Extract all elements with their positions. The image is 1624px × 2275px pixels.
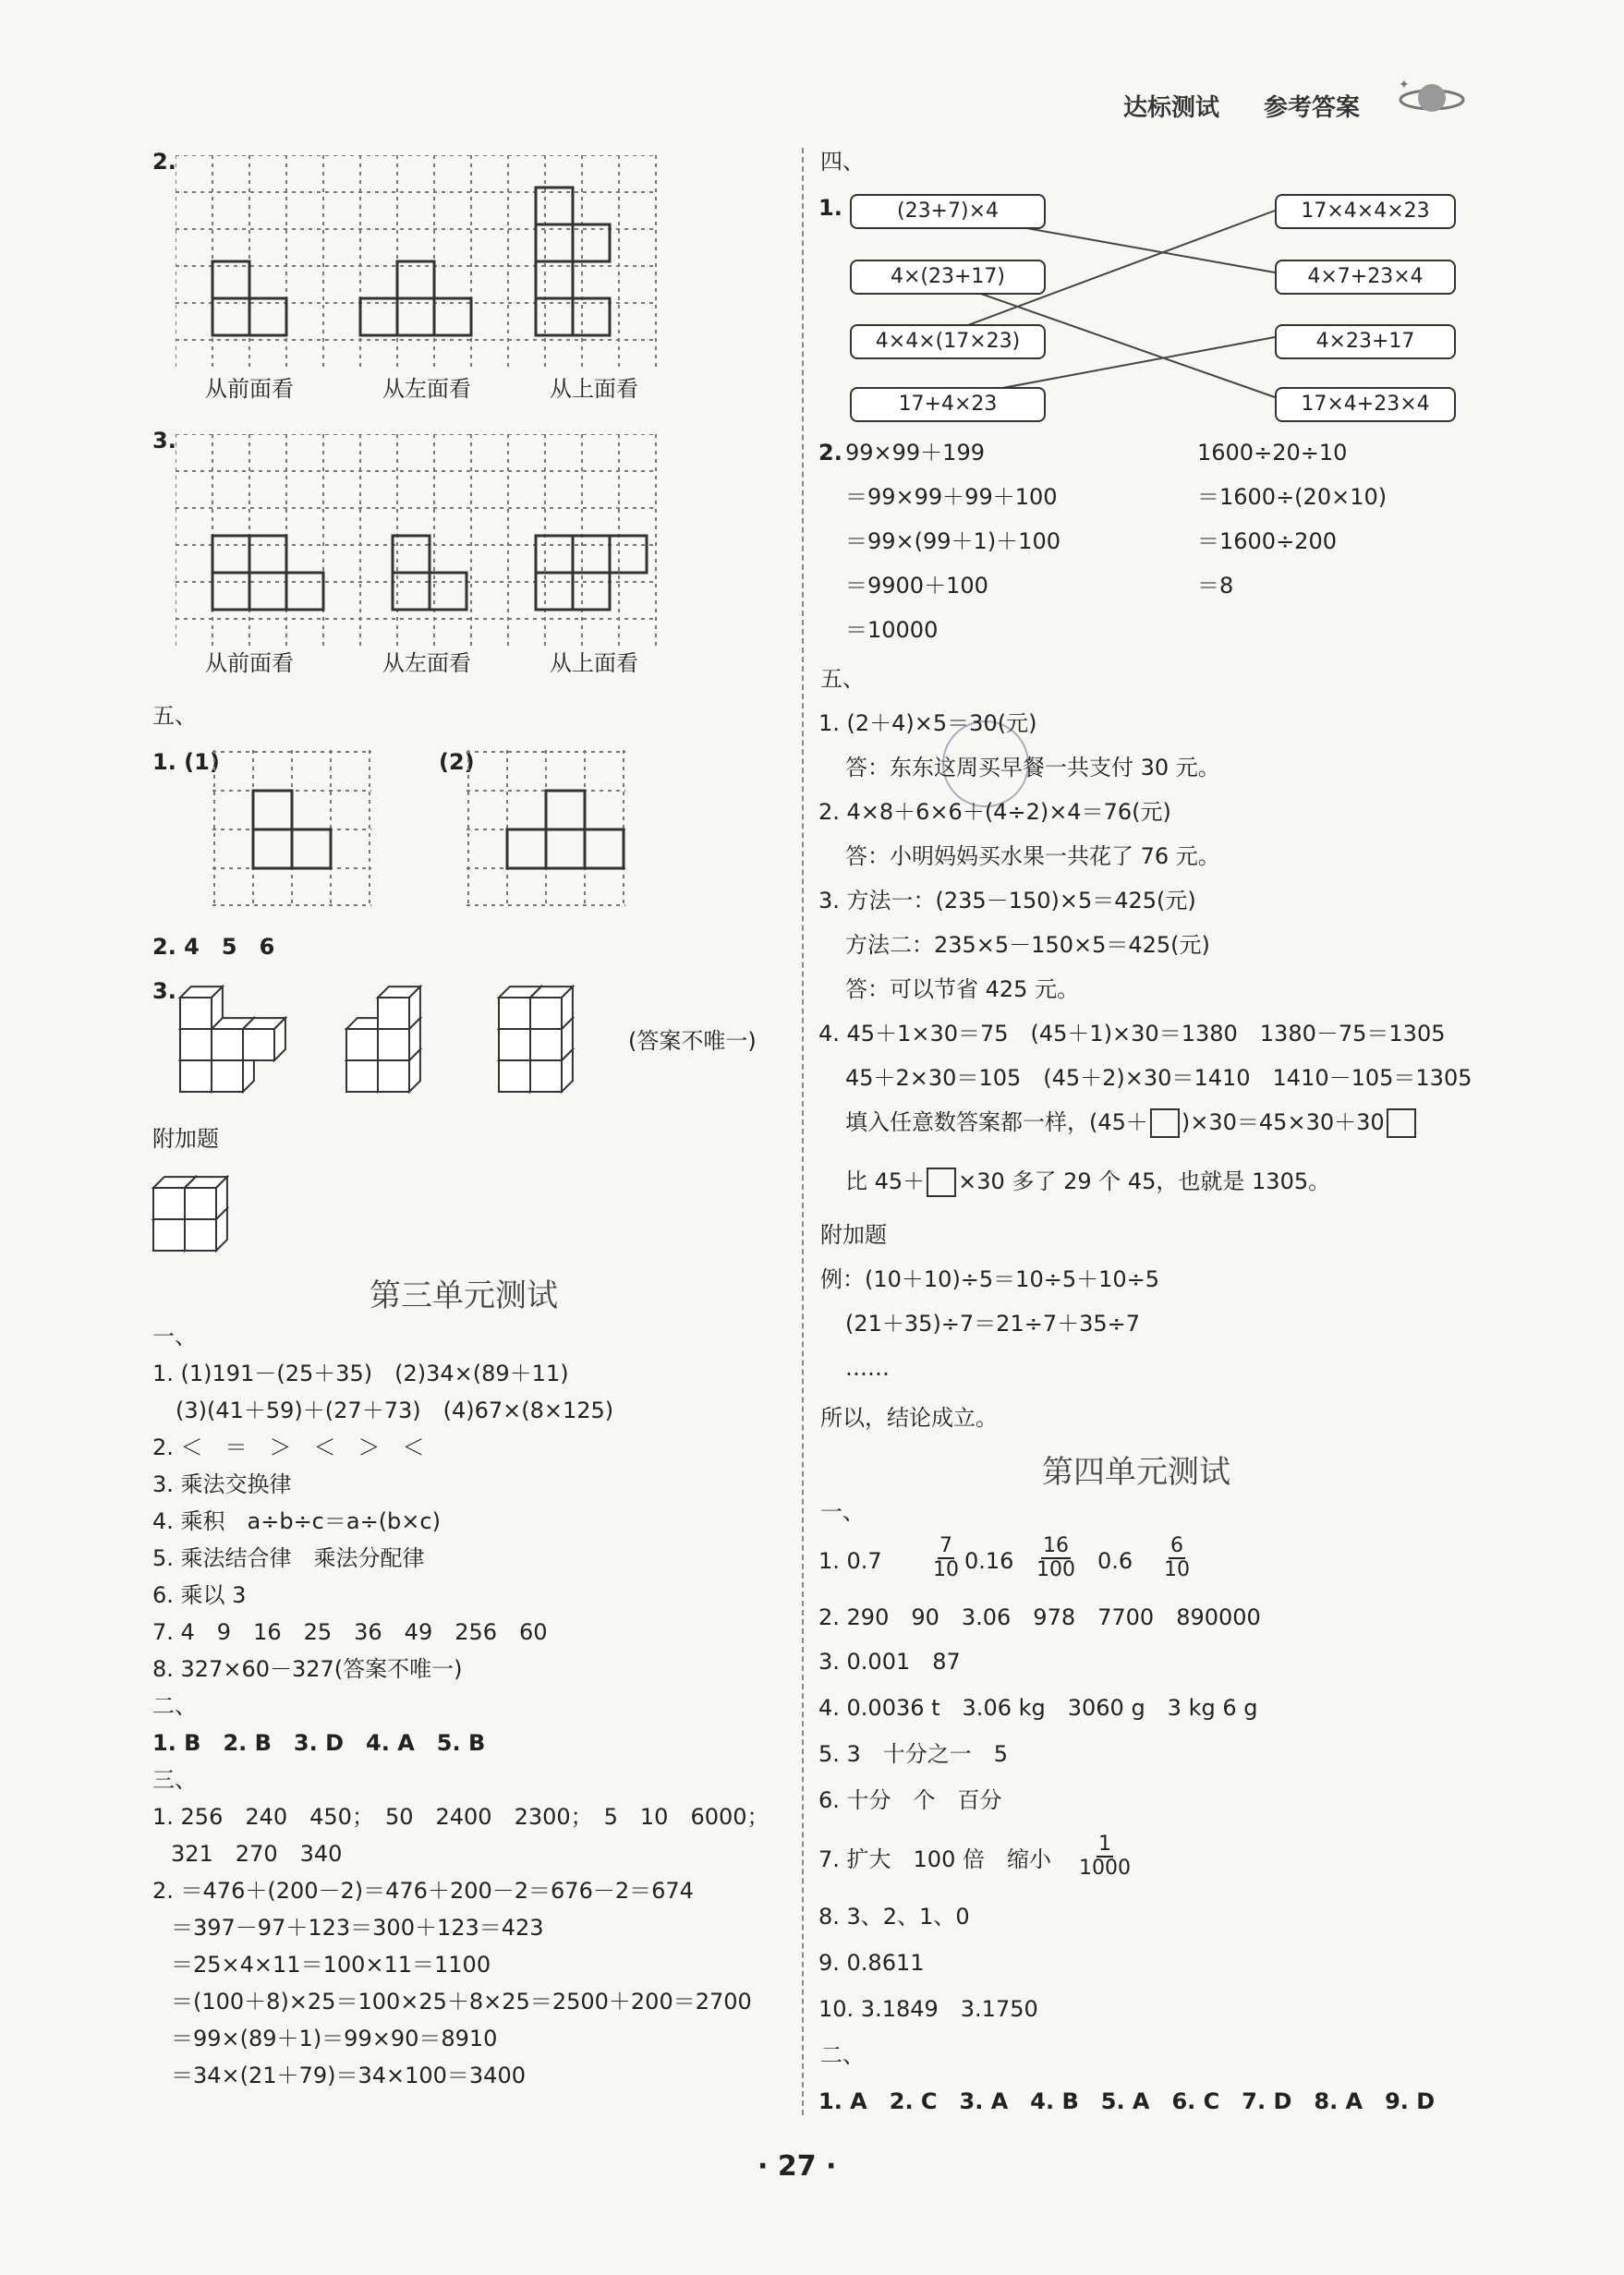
column-divider [802,148,804,2115]
r-q2-col2: 1600÷20÷10 [1197,440,1348,466]
left-section-5: 五、 [152,703,197,729]
u4-q7: 7. 扩大 100 倍 缩小 [818,1846,1051,1872]
u3-line: 7. 4 9 16 25 36 49 256 60 [152,1619,548,1645]
cube-face [212,1029,243,1060]
u4-section-1: 一、 [820,1499,865,1525]
cube-face [153,1219,185,1251]
u4-q1-mid: 0.16 [964,1548,1014,1574]
cube-face [346,1029,378,1060]
u3-line: 2. ＜ ＝ ＞ ＜ ＞ ＜ [152,1434,425,1460]
u3-line: 5. 乘法结合律 乘法分配律 [152,1545,425,1571]
u4-section-2: 二、 [820,2042,865,2068]
u4-line: 9. 0.8611 [818,1950,925,1976]
q2-view-front: 从前面看 [205,376,294,402]
u3-calc-line: 2. ＝476＋(200－2)＝476＋200－2＝676－2＝674 [152,1878,694,1904]
r-s5-line: 答：东东这周买早餐一共支付 30 元。 [845,755,1220,781]
cube-face [346,1060,378,1092]
q2-view-grid [176,155,665,368]
left-pill: (23+7)×4 [850,194,1046,229]
fraction-numerator: 7 [939,1534,952,1557]
right-section-5: 五、 [820,666,865,692]
unit3-title: 第三单元测试 [370,1277,558,1314]
r-s5-line: 3. 方法一：(235－150)×5＝425(元) [818,888,1196,914]
q3-view-left: 从左面看 [382,650,471,676]
r-s5-line: 2. 4×8＋6×6＋(4÷2)×4＝76(元) [818,799,1171,825]
u3-line: 4. 乘积 a÷b÷c＝a÷(b×c) [152,1508,441,1534]
left-pill: 4×(23+17) [850,260,1046,295]
blank-box [1150,1108,1180,1138]
u3-section-2-answers: 1. B 2. B 3. D 4. A 5. B [152,1730,486,1756]
r-extra-line: (21＋35)÷7＝21÷7＋35÷7 [845,1311,1141,1337]
u4-line: 5. 3 十分之一 5 [818,1741,1009,1767]
s5-q3-note: (答案不唯一) [628,1028,757,1054]
u4-line: 4. 0.0036 t 3.06 kg 3060 g 3 kg 6 g [818,1695,1258,1721]
blank-box [1387,1108,1416,1138]
cube-face [185,1188,216,1219]
fraction-denominator: 100 [1036,1558,1075,1581]
u4-section-2-answers: 1. A 2. C 3. A 4. B 5. A 6. C 7. D 8. A 9. D [818,2088,1436,2114]
cube-face [153,1188,185,1219]
q3-view-front: 从前面看 [205,650,294,676]
page-number: · 27 · [757,2150,837,2183]
r-q2-col1: 99×99＋199 [845,440,985,466]
u3-calc-line: ＝25×4×11＝100×11＝1100 [171,1952,491,1978]
u4-line: 8. 3、2、1、0 [818,1904,970,1930]
cube-face [530,1029,562,1060]
u3-calc-line: ＝99×(89＋1)＝99×90＝8910 [171,2026,498,2051]
r-q2-col2: ＝8 [1197,573,1234,599]
cube-face [378,1029,409,1060]
u3-line: (3)(41＋59)＋(27＋73) (4)67×(8×125) [176,1398,614,1423]
r-q2-col2: ＝1600÷(20×10) [1197,484,1388,510]
cube-face [180,998,212,1029]
u3-calc-line: ＝(100＋8)×25＝100×25＋8×25＝2500＋200＝2700 [171,1989,752,2015]
s5-grid-2 [467,750,628,907]
cube-face [243,1029,274,1060]
right-extra-title: 附加题 [820,1222,887,1248]
r-s5-fill-line [845,1108,1418,1138]
s5-q3: 3. [152,978,176,1004]
cube-face [530,1060,562,1092]
fraction-numerator: 1 [1098,1833,1111,1856]
fill-text-b: )×30＝45×30＋30 [1181,1109,1385,1135]
r-s5-fill-line-2 [845,1168,1330,1197]
left-extra-title: 附加题 [152,1126,219,1152]
cube-face [530,998,562,1029]
u3-line: 1. (1)191－(25＋35) (2)34×(89＋11) [152,1361,569,1386]
r-q2-col1: ＝9900＋100 [845,573,988,599]
s5-grid-1 [212,750,374,907]
cube-face [180,1029,212,1060]
u4-q1-mid: 0.6 [1097,1548,1133,1574]
fill-text-d: ×30 多了 29 个 45，也就是 1305。 [958,1168,1331,1194]
r-s5-line: 4. 45＋1×30＝75 (45＋1)×30＝1380 1380－75＝1305 [818,1021,1446,1047]
fraction-numerator: 16 [1043,1534,1069,1557]
u3-section-3: 三、 [152,1767,197,1793]
r-extra-line: 所以，结论成立。 [820,1405,998,1431]
right-pill: 4×7+23×4 [1275,260,1456,295]
blank-box [927,1168,956,1197]
cube-face [378,1060,409,1092]
fraction [1164,1535,1190,1581]
u3-calc-line: 321 270 340 [171,1841,343,1867]
fraction [1036,1535,1075,1581]
r-extra-line: 例：(10＋10)÷5＝10÷5＋10÷5 [820,1266,1160,1292]
right-pill: 4×23+17 [1275,324,1456,359]
u3-section-1: 一、 [152,1324,197,1349]
q2-label: 2. [152,149,176,175]
q2-view-left: 从左面看 [382,376,471,402]
left-pill: 17+4×23 [850,387,1046,422]
u3-section-2: 二、 [152,1693,197,1719]
cube-face [378,998,409,1029]
u3-calc-line: 1. 256 240 450； 50 2400 2300； 5 10 6000； [152,1804,770,1830]
fraction [1079,1833,1131,1880]
q3-view-grid [176,434,665,651]
u4-line: 6. 十分 个 百分 [818,1787,1002,1813]
r-extra-line: …… [845,1355,890,1381]
cube-face [180,1060,212,1092]
r-q2-label: 2. [818,440,842,466]
q3-view-top: 从上面看 [550,650,638,676]
r-q2-col2: ＝1600÷200 [1197,528,1337,554]
cube-face [499,1029,530,1060]
cube-face [499,998,530,1029]
r-q2-col1: ＝99×(99＋1)＋100 [845,528,1060,554]
fraction-denominator: 1000 [1079,1857,1131,1880]
u3-calc-line: ＝34×(21＋79)＝34×100＝3400 [171,2063,526,2088]
r-s5-line: 1. (2＋4)×5＝30(元) [818,710,1037,736]
u4-line: 3. 0.001 87 [818,1649,961,1675]
u3-line: 6. 乘以 3 [152,1582,247,1608]
s5-q1b: (2) [439,749,475,775]
cube-face [212,1060,243,1092]
r-q2-col1: ＝99×99＋99＋100 [845,484,1058,510]
u4-line: 2. 290 90 3.06 978 7700 890000 [818,1604,1261,1630]
s5-q1a: 1. (1) [152,749,220,775]
fraction-numerator: 6 [1170,1534,1183,1557]
unit4-title: 第四单元测试 [1042,1454,1230,1491]
header-test-label: 达标测试 [1123,94,1220,122]
right-pill: 17×4×4×23 [1275,194,1456,229]
header-answer-label: 参考答案 [1264,94,1361,122]
r-q2-col1: ＝10000 [845,617,939,643]
u3-line: 3. 乘法交换律 [152,1471,292,1497]
q3-label: 3. [152,428,176,454]
right-pill: 17×4+23×4 [1275,387,1456,422]
r-s5-line: 45＋2×30＝105 (45＋2)×30＝1410 1410－105＝1305 [845,1065,1473,1091]
u4-q1-prefix: 1. 0.7 [818,1548,882,1574]
u4-line: 10. 3.1849 3.1750 [818,1996,1038,2022]
cube-figures [171,979,614,1108]
fill-text-c: 比 45＋ [845,1168,926,1194]
u3-calc-line: ＝397－97＋123＝300＋123＝423 [171,1915,544,1941]
cube-face [499,1060,530,1092]
fraction [933,1535,959,1581]
cube-face [185,1219,216,1251]
matching-lines [928,203,1279,416]
r-s5-line: 方法二：235×5－150×5＝425(元) [845,932,1210,958]
r-s5-line: 答：可以节省 425 元。 [845,976,1080,1002]
fraction-denominator: 10 [1164,1558,1190,1581]
svg-text:✦: ✦ [1399,78,1410,92]
q2-view-top: 从上面看 [550,376,638,402]
planet-icon [1395,76,1469,122]
r-s5-line: 答：小明妈妈买水果一共花了 76 元。 [845,843,1220,869]
s5-q2: 2. 4 5 6 [152,934,275,960]
right-section-4: 四、 [820,149,865,175]
left-pill: 4×4×(17×23) [850,324,1046,359]
r-q1-label: 1. [818,195,842,221]
fraction-denominator: 10 [933,1558,959,1581]
fill-text-a: 填入任意数答案都一样，(45＋ [845,1109,1148,1135]
extra-cube-figure [148,1166,249,1267]
u3-line: 8. 327×60－327(答案不唯一) [152,1656,463,1682]
